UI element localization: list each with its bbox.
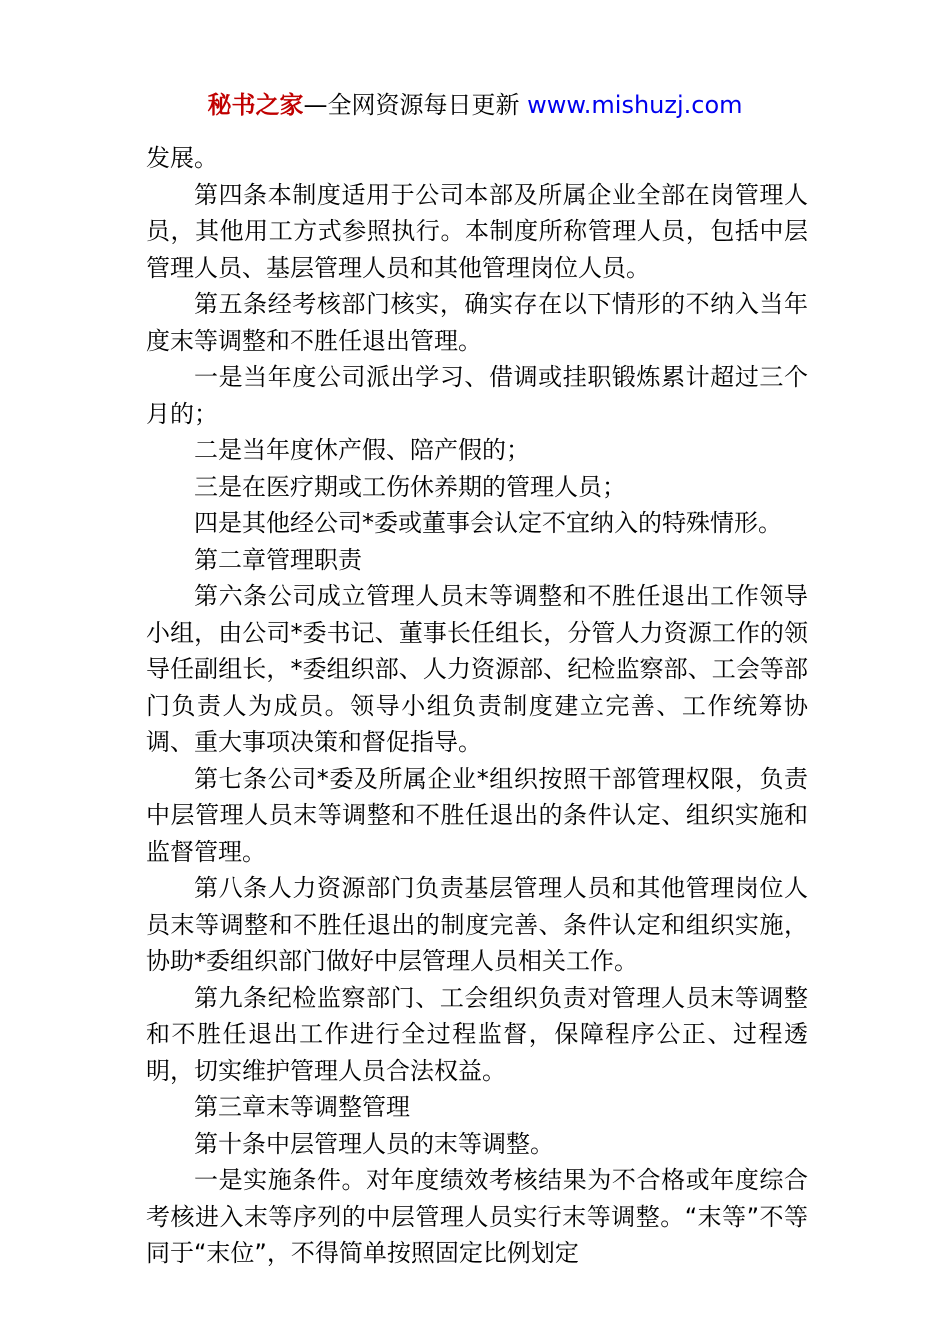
chapter-heading: 第三章末等调整管理 xyxy=(194,1093,410,1121)
header-tagline: —全网资源每日更新 xyxy=(303,91,528,119)
brand-name: 秘书之家 xyxy=(207,91,304,119)
paragraph: 第五条经考核部门核实，确实存在以下情形的不纳入当年度末等调整和不胜任退出管理。 xyxy=(146,290,808,355)
site-link[interactable]: www.mishuzj.com xyxy=(527,91,743,119)
paragraph: 第七条公司*委及所属企业*组织按照干部管理权限，负责中层管理人员末等调整和不胜任退出的条件认定、组织实施和监督管理。 xyxy=(146,764,808,866)
paragraph: 第四条本制度适用于公司本部及所属企业全部在岗管理人员，其他用工方式参照执行。本制度所称管理人员，包括中层管理人员、基层管理人员和其他管理岗位人员。 xyxy=(146,180,808,282)
paragraph: 第八条人力资源部门负责基层管理人员和其他管理岗位人员末等调整和不胜任退出的制度完善、条件认定和组织实施，协助*委组织部门做好中层管理人员相关工作。 xyxy=(146,874,808,975)
paragraph: 一是当年度公司派出学习、借调或挂职锻炼累计超过三个月的； xyxy=(146,363,808,428)
paragraph: 一是实施条件。对年度绩效考核结果为不合格或年度综合考核进入末等序列的中层管理人员实行末等调整。“末等”不等同于“末位”，不得简单按照固定比例划定 xyxy=(146,1166,808,1267)
paragraph: 第六条公司成立管理人员末等调整和不胜任退出工作领导小组，由公司*委书记、董事长任组长，分管人力资源工作的领导任副组长，*委组织部、人力资源部、纪检监察部、工会等部门负责人为成员。领导小组负责制度建立完善、工作统筹协调、重大事项决策和督促指导。 xyxy=(146,582,808,756)
paragraph: 三是在医疗期或工伤休养期的管理人员； xyxy=(194,472,626,501)
paragraph: 二是当年度休产假、陪产假的； xyxy=(194,436,530,464)
paragraph: 四是其他经公司*委或董事会认定不宜纳入的特殊情形。 xyxy=(194,509,782,537)
site-header xyxy=(0,88,950,122)
paragraph: 第九条纪检监察部门、工会组织负责对管理人员末等调整和不胜任退出工作进行全过程监督，保障程序公正、过程透明，切实维护管理人员合法权益。 xyxy=(146,983,808,1085)
paragraph: 发展。 xyxy=(146,144,218,172)
document-body xyxy=(146,140,808,1272)
paragraph: 第十条中层管理人员的末等调整。 xyxy=(194,1129,554,1158)
chapter-heading: 第二章管理职责 xyxy=(194,545,362,574)
